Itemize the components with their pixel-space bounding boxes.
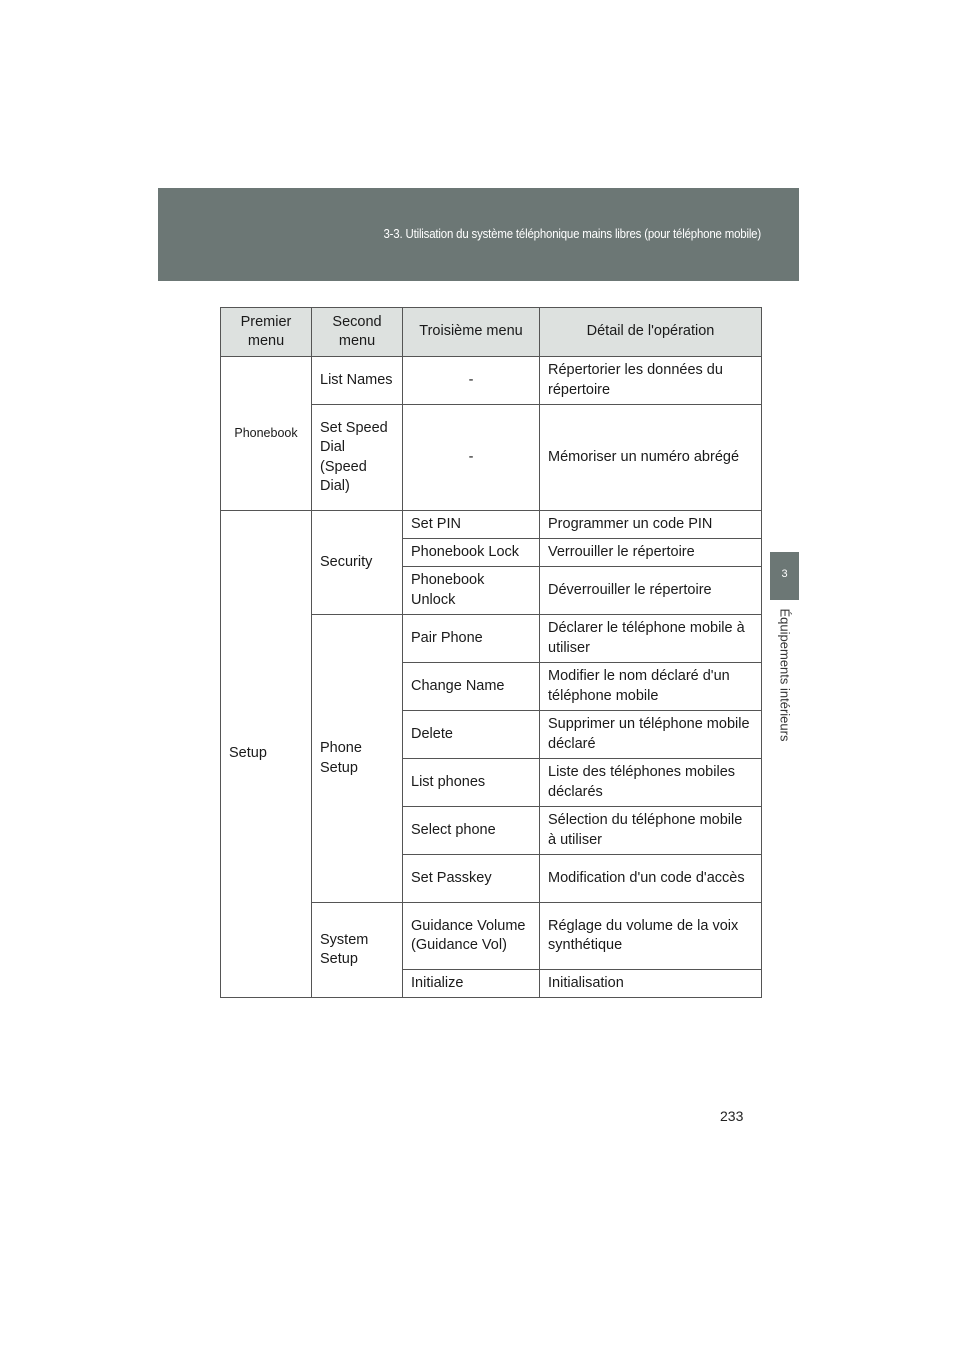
table-header-row: [221, 308, 762, 357]
third-menu-cell: Change Name: [403, 663, 540, 711]
second-menu-cell: List Names: [312, 357, 403, 405]
third-menu-cell: -: [403, 357, 540, 405]
third-menu-cell: Pair Phone: [403, 615, 540, 663]
detail-cell: Liste des téléphones mobiles déclarés: [540, 759, 762, 807]
detail-cell: Verrouiller le répertoire: [540, 539, 762, 567]
chapter-title: 3-3. Utilisation du système téléphonique mains libres (pour téléphone mobile): [383, 226, 761, 241]
table-row: [221, 511, 762, 539]
chapter-side-label: Équipements intérieurs: [777, 608, 793, 742]
header-first-menu: Premier menu: [221, 308, 312, 357]
detail-cell: Supprimer un téléphone mobile déclaré: [540, 711, 762, 759]
table-row: [221, 357, 762, 405]
second-menu-cell: Set Speed Dial (Speed Dial): [312, 405, 403, 511]
detail-cell: Sélection du téléphone mobile à utiliser: [540, 807, 762, 855]
menu-table: [220, 307, 762, 998]
detail-cell: Initialisation: [540, 970, 762, 998]
detail-cell: Répertorier les données du répertoire: [540, 357, 762, 405]
detail-cell: Programmer un code PIN: [540, 511, 762, 539]
third-menu-cell: -: [403, 405, 540, 511]
header-second-menu: Second menu: [312, 308, 403, 357]
first-menu-setup: Setup: [221, 511, 312, 998]
detail-cell: Mémoriser un numéro abrégé: [540, 405, 762, 511]
third-menu-cell: Set Passkey: [403, 855, 540, 903]
chapter-number: 3: [781, 568, 788, 580]
second-menu-security: Security: [312, 511, 403, 615]
chapter-side-tab: [770, 552, 799, 600]
first-menu-phonebook: Phonebook: [221, 357, 312, 511]
third-menu-cell: Select phone: [403, 807, 540, 855]
third-menu-cell: Phonebook Unlock: [403, 567, 540, 615]
detail-cell: Déverrouiller le répertoire: [540, 567, 762, 615]
detail-cell: Modification d'un code d'accès: [540, 855, 762, 903]
header-third-menu: Troisième menu: [403, 308, 540, 357]
third-menu-cell: Delete: [403, 711, 540, 759]
third-menu-cell: Phonebook Lock: [403, 539, 540, 567]
header-operation-detail: Détail de l'opération: [540, 308, 762, 357]
detail-cell: Réglage du volume de la voix synthétique: [540, 903, 762, 970]
third-menu-cell: Initialize: [403, 970, 540, 998]
detail-cell: Modifier le nom déclaré d'un téléphone mobile: [540, 663, 762, 711]
third-menu-cell: Set PIN: [403, 511, 540, 539]
second-menu-system-setup: System Setup: [312, 903, 403, 998]
third-menu-cell: List phones: [403, 759, 540, 807]
chapter-header-band: [158, 188, 799, 281]
detail-cell: Déclarer le téléphone mobile à utiliser: [540, 615, 762, 663]
second-menu-phone-setup: Phone Setup: [312, 615, 403, 903]
third-menu-cell: Guidance Volume (Guidance Vol): [403, 903, 540, 970]
page-number: 233: [720, 1108, 744, 1124]
